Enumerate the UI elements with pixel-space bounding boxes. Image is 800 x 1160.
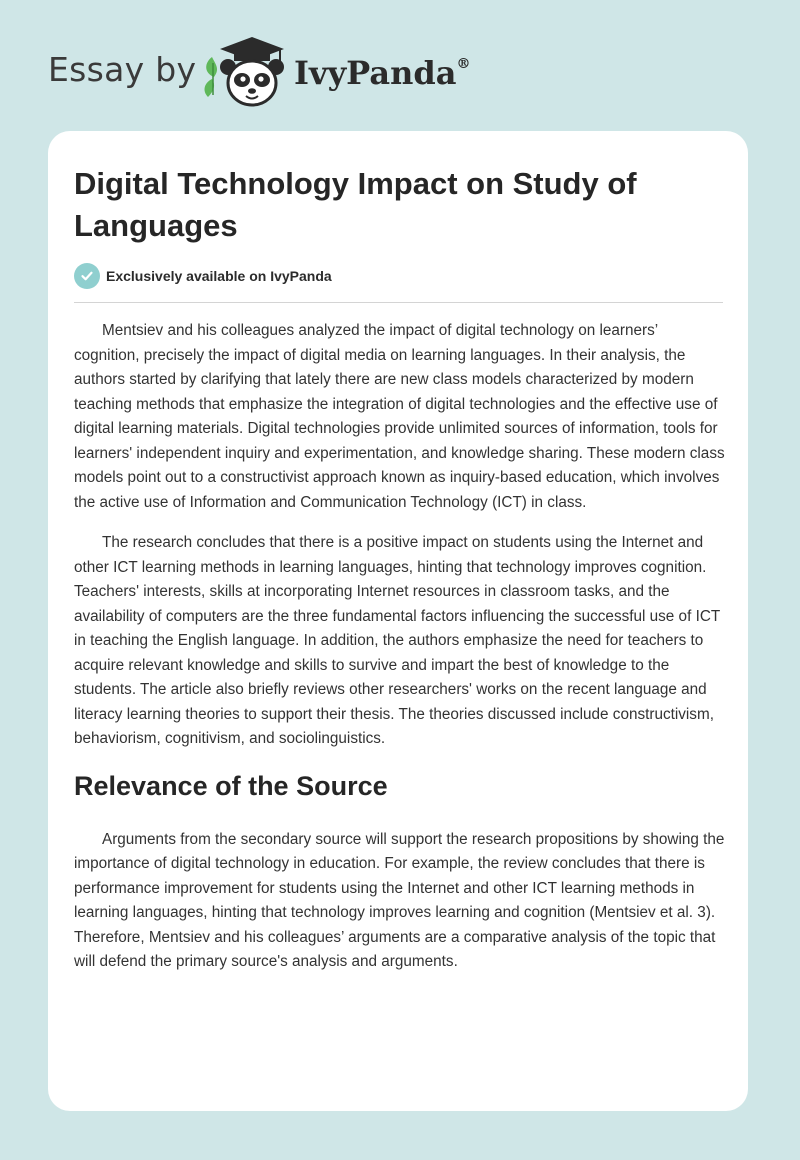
- divider: [74, 302, 723, 303]
- essay-body: [74, 319, 726, 991]
- paragraph-2: The research concludes that there is a positive impact on students using the Internet and other ICT learning methods in learning languages, hinting that technology improves cognition. Teachers' interests, skills at incorporating Internet resources in classroom tasks, and the availability of computers are the three fundamental factors influencing the successful use of ICT in teaching the English language. In addition, the authors emphasize the need for teachers to acquire relevant knowledge and skills to survive and impart the best of knowledge to the students. The article also briefly reviews other researchers' works on the recent language and literacy learning theories to support their thesis. The theories discussed include constructivism, behaviorism, cognitivism, and sociolinguistics.: [74, 534, 720, 747]
- exclusive-badge: [74, 263, 332, 289]
- section-paragraph-1: Arguments from the secondary source will support the research propositions by showing the importance of digital technology in education. For example, the review concludes that there is performance improvement for students using the Internet and other ICT learning methods in learning languages, hinting that technology improves learning and cognition (Mentsiev et al. 3). Therefore, Mentsiev and his colleagues’ arguments are a comparative analysis of the topic that will defend the primary source's analysis and arguments.: [74, 830, 725, 970]
- essay-card: [48, 131, 748, 1111]
- leaf-icon: [205, 57, 218, 97]
- exclusive-label: Exclusively available on IvyPanda: [106, 268, 332, 284]
- brand-name[interactable]: [294, 54, 470, 92]
- section-heading: Relevance of the Source: [74, 770, 388, 801]
- paragraph-1: Mentsiev and his colleagues analyzed the impact of digital technology on learners’ cognition, precisely the impact of digital media on learning languages. In their analysis, the authors started by clarifying that lately there are new class models characterized by modern teaching methods that emphasize the integration of digital technologies and the effective use of digital learning materials. Digital technologies provide unlimited sources of information, tools for learners' independent inquiry and experimentation, and knowledge sharing. These modern class models point out to a constructivist approach known as inquiry-based education, which involves the active use of Information and Communication Technology (ICT) in class.: [74, 322, 725, 511]
- check-circle-icon: [74, 263, 100, 289]
- essay-title: Digital Technology Impact on Study of Languages: [74, 166, 637, 243]
- panda-graduate-logo[interactable]: [200, 33, 292, 111]
- brand-text: IvyPanda: [294, 54, 457, 92]
- registered-mark: ®: [456, 56, 471, 72]
- site-header: [0, 0, 800, 120]
- essay-by-label: Essay by: [48, 50, 197, 89]
